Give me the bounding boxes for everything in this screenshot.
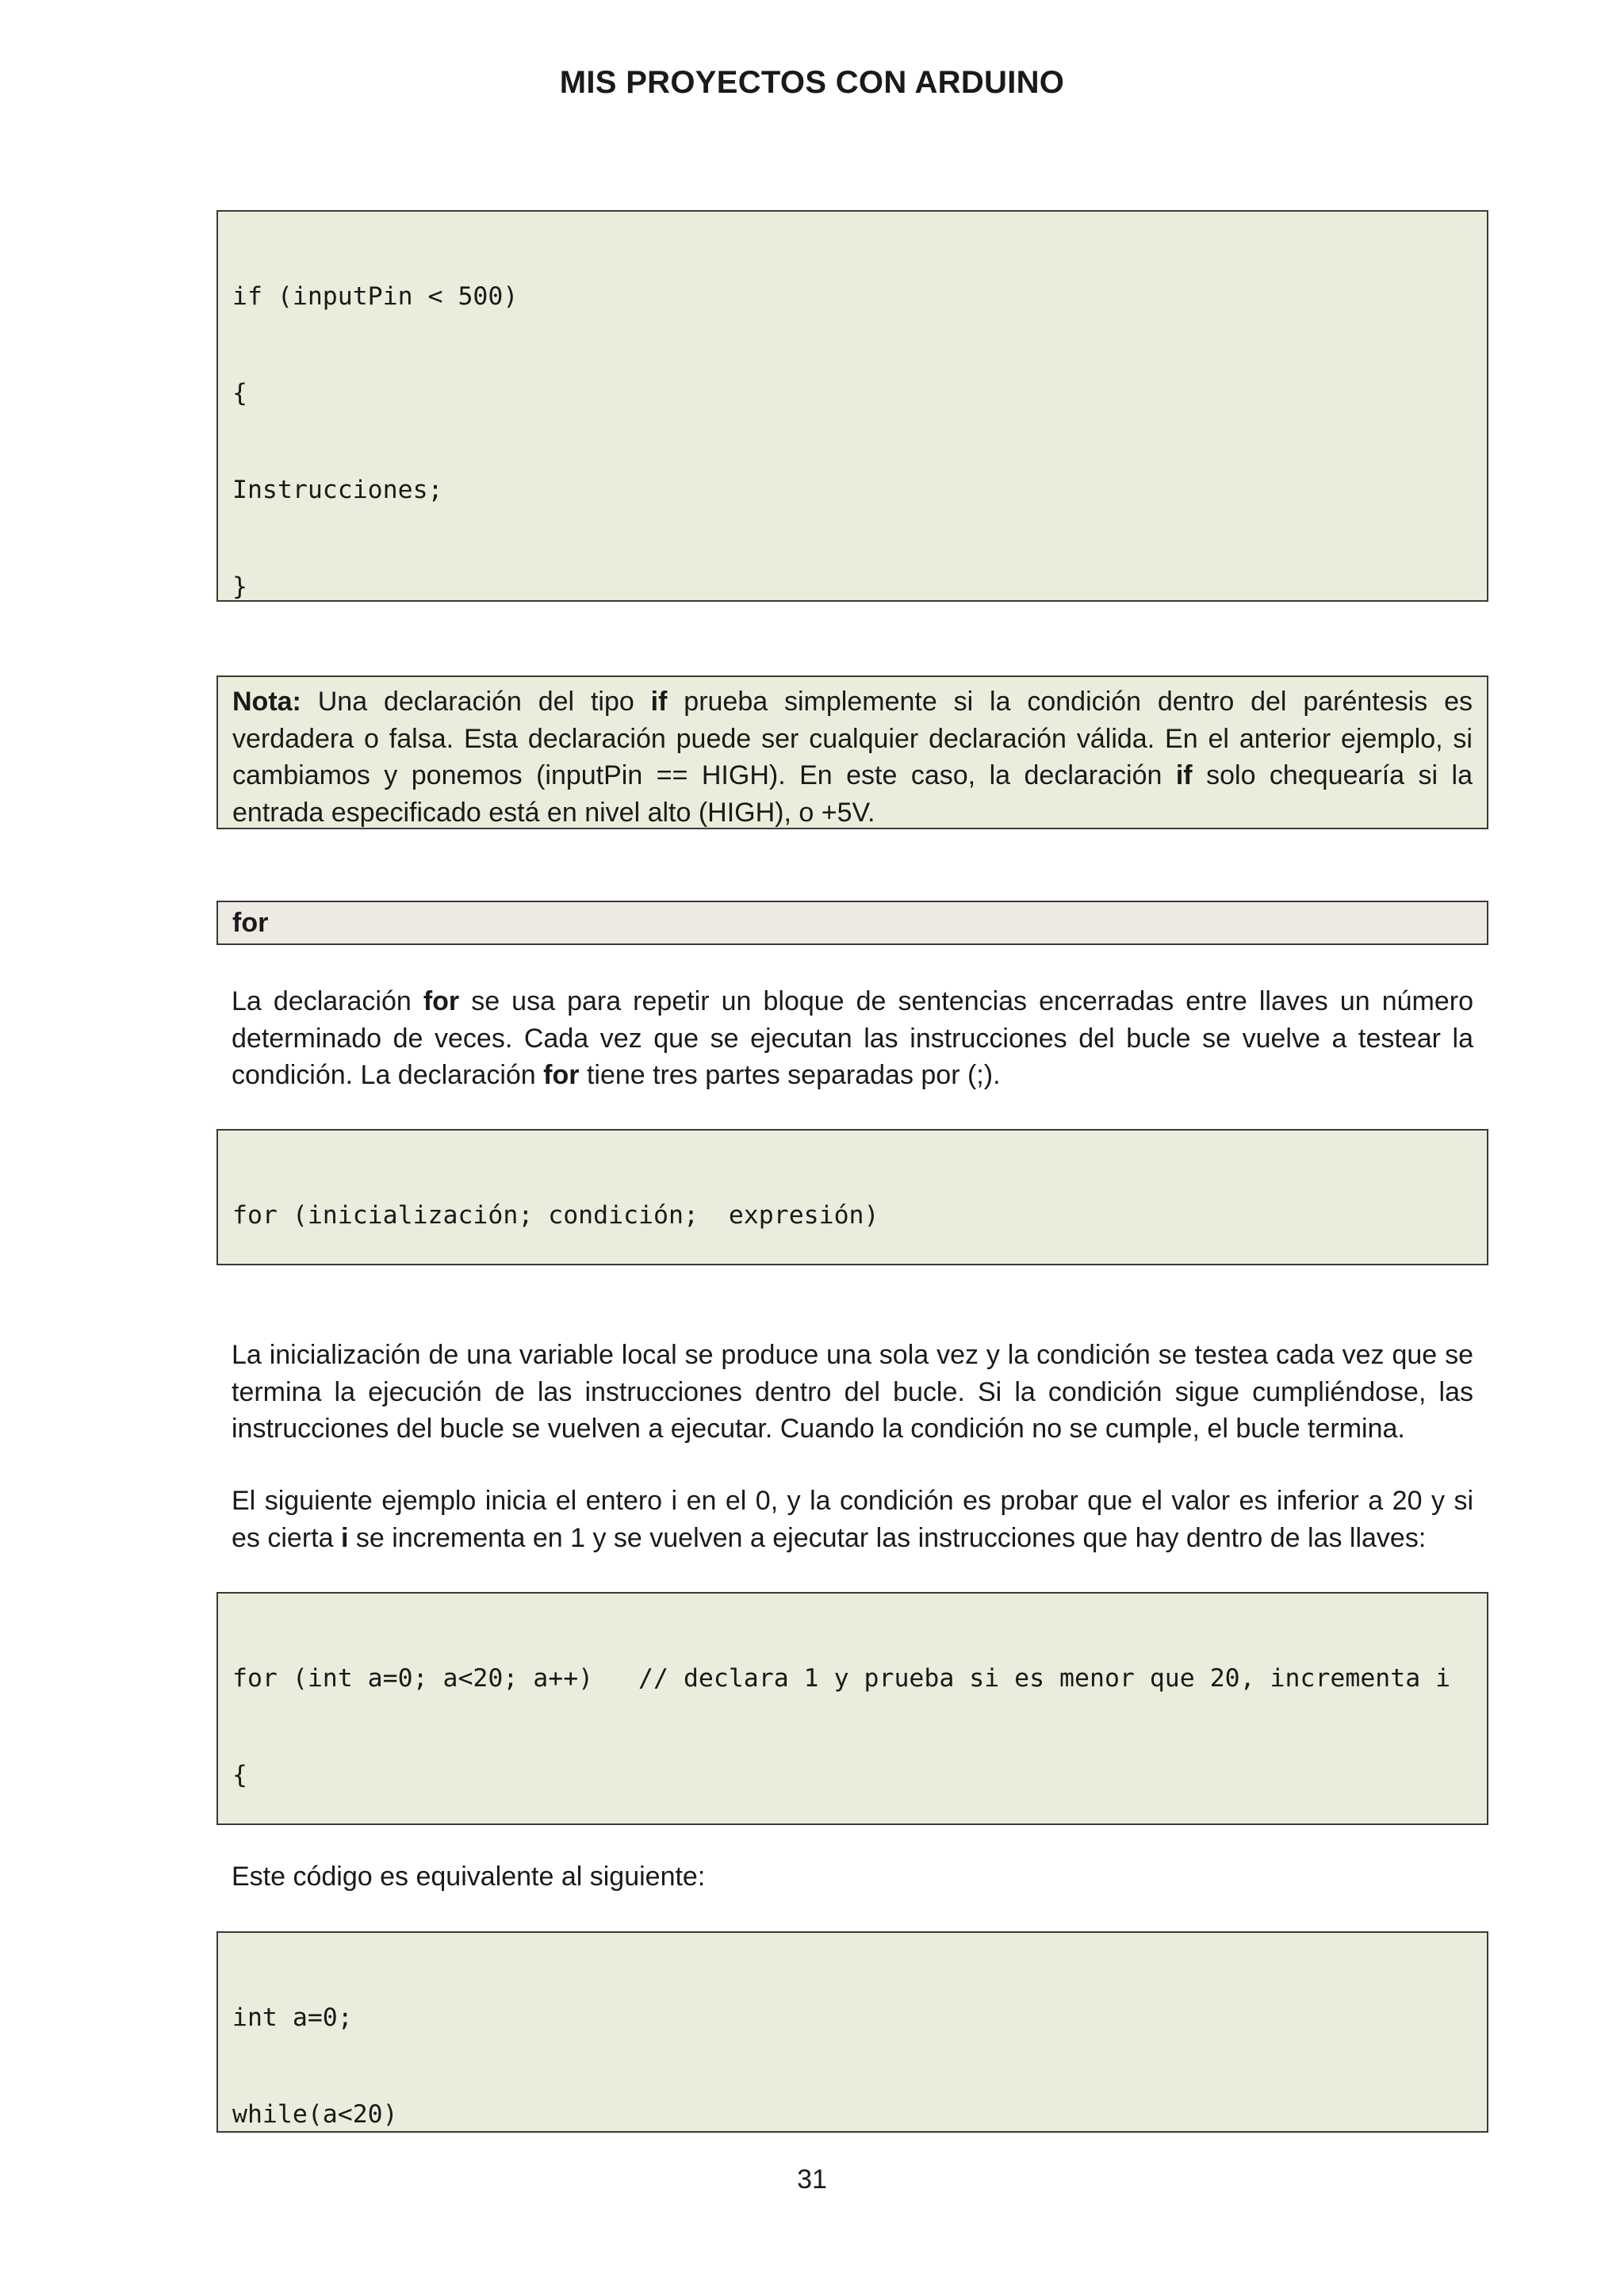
note-line-4: entrada especificado está en nivel alto (HIGH), o +5V.: [232, 797, 875, 828]
note-box: [216, 675, 1488, 829]
note-label: Nota:: [232, 687, 301, 717]
keyword-i: i: [340, 1522, 349, 1553]
code-block-while-equivalent: [216, 1931, 1488, 2133]
code-line: for (inicialización; condición; expresión): [232, 1201, 879, 1230]
code-line: Instrucciones;: [232, 475, 443, 504]
keyword-for: for: [543, 1060, 580, 1090]
code-line: for (int a=0; a<20; a++) // declara 1 y prueba si es menor que 20, incrementa i: [232, 1664, 1451, 1693]
page-number: 31: [797, 2164, 827, 2195]
page-header-title: MIS PROYECTOS CON ARDUINO: [559, 65, 1065, 100]
code-block-if-else: [216, 210, 1488, 602]
note-line-1: Nota: Una declaración del tipo if prueba simplemente si la condición dentro del paréntesis es: [232, 687, 1473, 717]
code-block-for-syntax: [216, 1129, 1488, 1265]
code-line: while(a<20): [232, 2099, 398, 2129]
keyword-for: for: [423, 986, 460, 1016]
section-heading-for: for: [216, 901, 1488, 945]
paragraph-initialization: La inicialización de una variable local se produce una sola vez y la condición se testea cada vez que se termina la ejecución de las instrucciones dentro del bucle. Si la condición sigue cumpliéndose, las instrucciones del bucle se vuelven a ejecutar. Cuando la condición no se cumple, el bucle termina.: [232, 1340, 1473, 1444]
code-line: }: [232, 572, 247, 601]
code-line: {: [232, 1760, 247, 1789]
paragraph-example: El siguiente ejemplo inicia el entero i en el 0, y la condición es probar que el valor es inferior a 20 y si es cierta i se incrementa en 1 y se vuelven a ejecutar las instrucciones que hay dentro de las llaves:: [232, 1486, 1473, 1553]
code-line: int a=0;: [232, 2003, 353, 2033]
note-line-2: verdadera o falsa. Esta declaración puede ser cualquier declaración válida. En el anterior ejemplo, si: [232, 723, 1473, 754]
note-line-3: cambiamos y ponemos (inputPin == HIGH). En este caso, la declaración if solo chequearía si la: [232, 760, 1473, 790]
code-line: {: [232, 378, 247, 408]
paragraph-for-description: La declaración for se usa para repetir un bloque de sentencias encerradas entre llaves un número determinado de veces. Cada vez que se ejecutan las instrucciones del bucle se vuelve a testear la condición. La declaración for tiene tres partes separadas por (;).: [232, 986, 1473, 1090]
keyword-if: if: [650, 687, 668, 717]
paragraph-equivalent: Este código es equivalente al siguiente:: [232, 1862, 706, 1892]
keyword-if: if: [1175, 760, 1193, 790]
code-block-for-example: [216, 1592, 1488, 1825]
code-line: if (inputPin < 500): [232, 282, 519, 312]
